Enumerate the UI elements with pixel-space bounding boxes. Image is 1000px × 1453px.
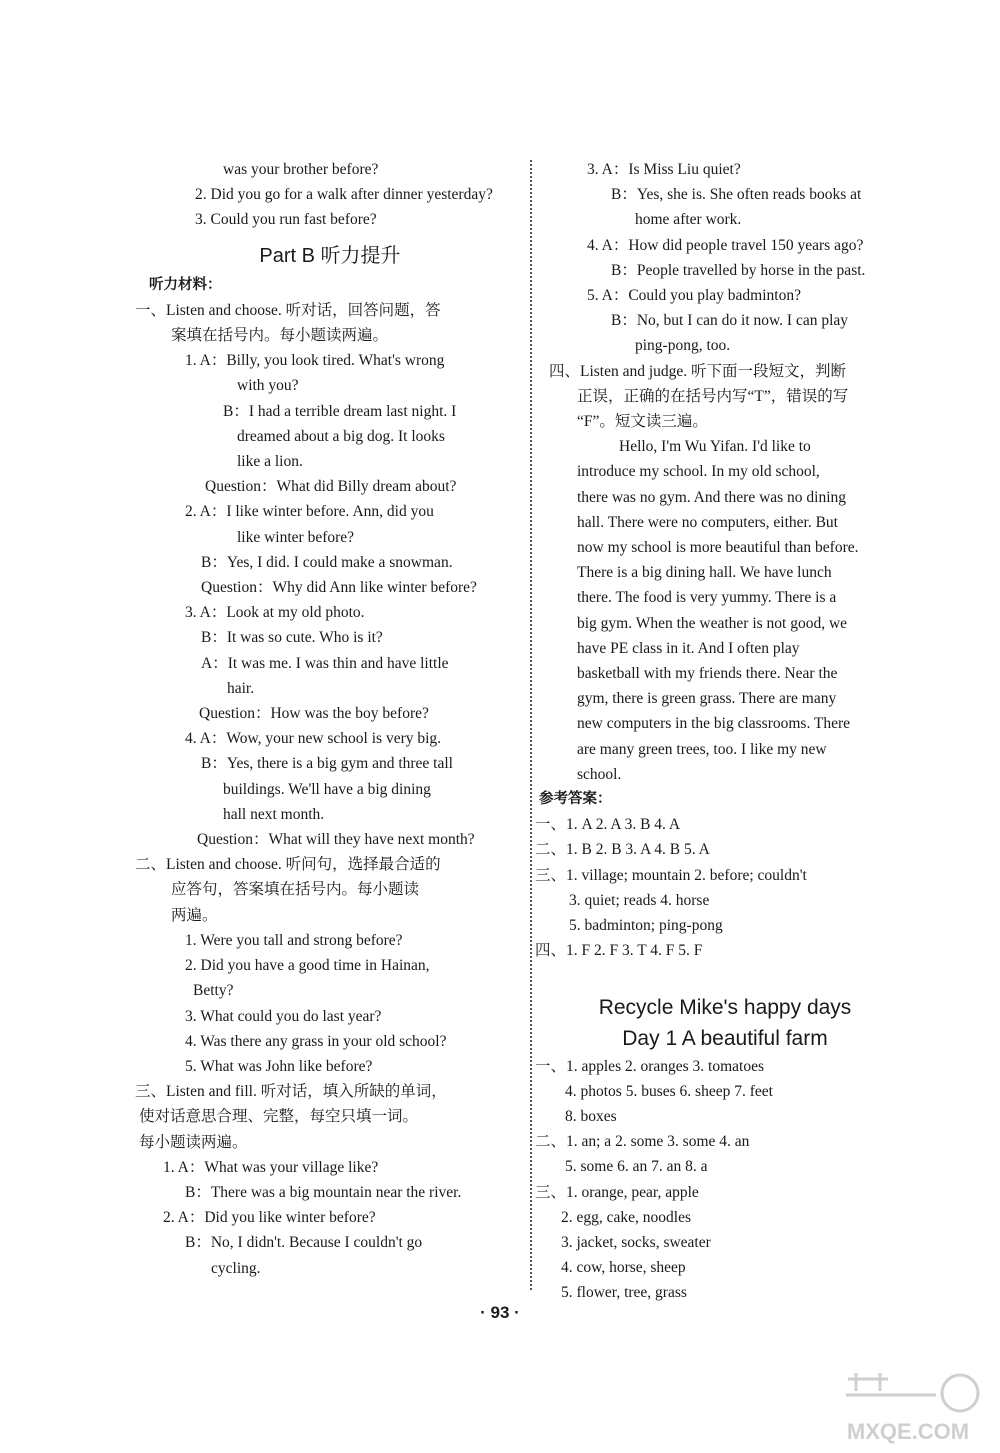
passage-line: school. (577, 765, 622, 783)
answer-line: 四、1. F 2. F 3. T 4. F 5. F (535, 942, 703, 960)
page-number: · 93 · (480, 1303, 520, 1322)
answer-line: 3. quiet; reads 4. horse (569, 891, 710, 909)
question-line: B：It was so cute. Who is it? (201, 629, 383, 647)
question-line: 1. A：What was your village like? (163, 1158, 379, 1176)
question-line: B：There was a big mountain near the river. (185, 1183, 462, 1201)
passage-line: now my school is more beautiful than before. (577, 539, 859, 557)
answer-line: 5. some 6. an 7. an 8. a (565, 1158, 708, 1176)
section-heading: 应答句，答案填在括号内。每小题读 (171, 881, 420, 899)
question-line: 3. What could you do last year? (185, 1007, 382, 1025)
answer-line: 4. photos 5. buses 6. sheep 7. feet (565, 1082, 773, 1100)
question-line: 1. Were you tall and strong before? (185, 931, 403, 949)
passage-line: introduce my school. In my old school, (577, 463, 820, 481)
section-heading: 两遍。 (171, 906, 218, 924)
question-line: ping-pong, too. (635, 337, 731, 355)
question-line: like winter before? (237, 528, 355, 546)
question-line: 4. A：How did people travel 150 years ago? (587, 236, 864, 254)
answer-line: 4. cow, horse, sheep (561, 1259, 686, 1277)
material-label: 听力材料： (149, 276, 222, 293)
answer-line: 一、1. apples 2. oranges 3. tomatoes (535, 1057, 765, 1075)
question-line: Question：Why did Ann like winter before? (201, 579, 477, 597)
text-line: 3. Could you run fast before? (195, 211, 377, 229)
section-heading: 三、Listen and fill. 听对话，填入所缺的单词， (135, 1083, 447, 1101)
question-line: B：Yes, there is a big gym and three tall (201, 755, 453, 773)
question-line: 3. A：Look at my old photo. (185, 604, 365, 622)
question-line: like a lion. (237, 453, 303, 471)
answer-line: 5. badminton; ping-pong (569, 917, 723, 935)
answers-label: 参考答案： (539, 791, 612, 808)
question-line: B：No, but I can do it now. I can play (611, 312, 849, 330)
recycle-title: Recycle Mike's happy days (598, 995, 852, 1019)
question-line: buildings. We'll have a big dining (223, 780, 431, 798)
question-line: cycling. (211, 1259, 261, 1277)
passage-line: there was no gym. And there was no dining (577, 488, 847, 506)
passage-line: have PE class in it. And I often play (577, 639, 800, 657)
section-heading: “F”。短文读三遍。 (577, 413, 708, 431)
text-line: was your brother before? (223, 161, 379, 178)
question-line: Question：How was the boy before? (199, 705, 429, 723)
passage-line: basketball with my friends there. Near the (577, 665, 838, 683)
answer-line: 8. boxes (565, 1107, 617, 1125)
column-divider (530, 160, 532, 1290)
passage-line: Hello, I'm Wu Yifan. I'd like to (619, 438, 811, 456)
watermark-logo (828, 1365, 988, 1445)
answer-line: 三、1. village; mountain 2. before; couldn't (535, 866, 807, 884)
question-line: with you? (237, 377, 299, 395)
section-title-part-b: Part B 听力提升 (259, 244, 401, 267)
section-heading: 二、Listen and choose. 听问句，选择最合适的 (135, 856, 441, 874)
passage-line: big gym. When the weather is not good, we (577, 614, 848, 632)
right-column (535, 157, 915, 1306)
section-heading: 正误，正确的在括号内写“T”，错误的写 (577, 387, 849, 405)
answer-line: 二、1. an; a 2. some 3. some 4. an (535, 1133, 750, 1151)
question-line: 3. A：Is Miss Liu quiet? (587, 161, 741, 178)
answer-line: 三、1. orange, pear, apple (535, 1183, 699, 1201)
question-line: 2. A：Did you like winter before? (163, 1209, 376, 1227)
question-line: 5. A：Could you play badminton? (587, 287, 801, 305)
answer-line: 一、1. A 2. A 3. B 4. A (535, 816, 681, 834)
question-line: 2. A：I like winter before. Ann, did you (185, 503, 434, 521)
question-line: 4. A：Wow, your new school is very big. (185, 730, 442, 748)
passage-line: new computers in the big classrooms. There (577, 715, 851, 733)
answer-line: 二、1. B 2. B 3. A 4. B 5. A (535, 841, 710, 859)
passage-line: are many green trees, too. I like my new (577, 740, 827, 758)
question-line: 4. Was there any grass in your old school? (185, 1032, 447, 1050)
question-line: B：Yes, she is. She often reads books at (611, 186, 862, 204)
section-heading: 一、Listen and choose. 听对话，回答问题，答 (135, 301, 441, 319)
question-line: hair. (227, 679, 255, 697)
answer-line: 5. flower, tree, grass (561, 1284, 687, 1302)
answer-line: 2. egg, cake, noodles (561, 1208, 691, 1226)
question-line: B：No, I didn't. Because I couldn't go (185, 1234, 423, 1252)
question-line: hall next month. (223, 805, 325, 823)
watermark-text: MXQE.COM (846, 1419, 970, 1444)
passage-line: hall. There were no computers, either. But (577, 513, 838, 531)
question-line: B：I had a terrible dream last night. I (223, 402, 457, 420)
answer-line: 3. jacket, socks, sweater (561, 1233, 711, 1251)
question-line: B：People travelled by horse in the past. (611, 261, 866, 279)
section-heading: 四、Listen and judge. 听下面一段短文，判断 (549, 362, 847, 380)
section-heading: 案填在括号内。每小题读两遍。 (171, 327, 389, 345)
section-heading: 使对话意思合理、完整，每空只填一词。 (139, 1108, 419, 1126)
question-line: Question：What did Billy dream about? (205, 478, 457, 496)
passage-line: gym, there is green grass. There are many (577, 690, 837, 708)
question-line: B：Yes, I did. I could make a snowman. (201, 553, 453, 571)
passage-line: there. The food is very yummy. There is a (577, 589, 837, 607)
day-title: Day 1 A beautiful farm (622, 1026, 828, 1050)
question-line: 1. A：Billy, you look tired. What's wrong (185, 352, 445, 370)
question-line: Betty? (193, 982, 234, 1000)
question-line: home after work. (635, 211, 742, 229)
question-line: A：It was me. I was thin and have little (201, 654, 449, 672)
text-line: 2. Did you go for a walk after dinner yesterday? (195, 186, 493, 204)
section-heading: 每小题读两遍。 (139, 1133, 248, 1151)
question-line: 2. Did you have a good time in Hainan, (185, 957, 430, 975)
question-line: 5. What was John like before? (185, 1057, 373, 1075)
passage-line: There is a big dining hall. We have lunch (577, 564, 832, 582)
question-line: dreamed about a big dog. It looks (237, 427, 445, 445)
left-column (135, 157, 525, 1281)
question-line: Question：What will they have next month? (197, 831, 475, 849)
